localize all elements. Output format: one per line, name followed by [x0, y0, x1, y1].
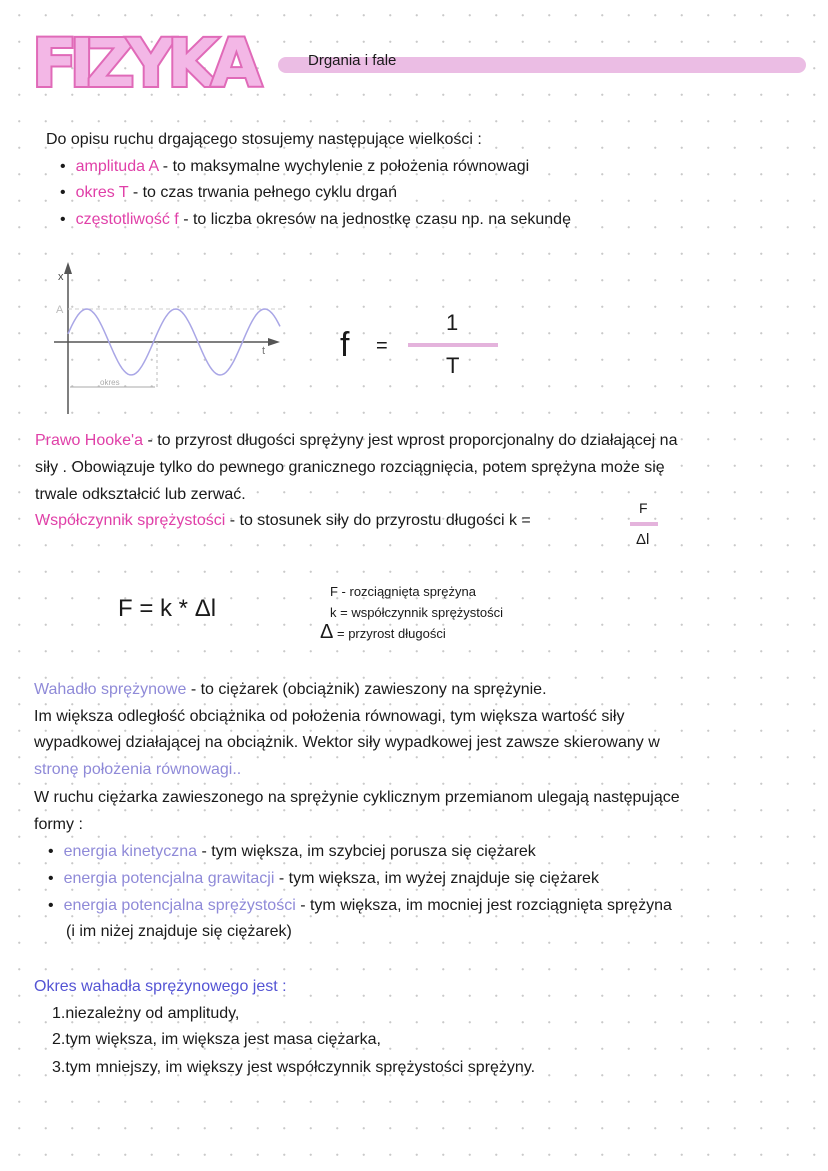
list-item — [48, 896, 672, 916]
term: częstotliwość f — [75, 211, 179, 228]
fraction-line — [630, 522, 658, 526]
legend-item: F - rozciągnięta sprężyna — [330, 584, 476, 599]
svg-text:FIZYKA: FIZYKA — [32, 25, 262, 98]
term: energia potencjalna sprężystości — [63, 897, 296, 914]
term: Wahadło sprężynowe — [34, 681, 187, 698]
term: energia potencjalna grawitacji — [63, 870, 275, 887]
list-item — [60, 157, 529, 177]
pendulum-line-2: Im większa odległość obciążnika od położenia równowagi, tym większa wartość siły — [34, 708, 625, 725]
definition: - to przyrost długości sprężyny jest wprost proporcjonalny do działającej na — [143, 432, 678, 449]
definition: - to liczba okresów na jednostkę czasu np. na sekundę — [178, 211, 571, 228]
legend-item: k = współczynnik sprężystości — [330, 605, 504, 620]
list-item — [48, 869, 599, 889]
intro-text: Do opisu ruchu drgającego stosujemy następujące wielkości : — [46, 131, 482, 148]
subtitle: Drgania i fale — [308, 52, 397, 69]
definition: - to stosunek siły do przyrostu długości k = — [225, 512, 531, 529]
legend-text: = przyrost długości — [336, 626, 446, 641]
numbered-item: 1.niezależny od amplitudy, — [52, 1005, 240, 1022]
definition: - to maksymalne wychylenie z położenia równowagi — [158, 158, 530, 175]
formula-denominator: T — [446, 353, 460, 378]
term: Prawo Hooke'a — [35, 432, 143, 449]
definition: - tym większa, im mocniej jest rozciągnięta sprężyna — [295, 897, 672, 914]
period-heading: Okres wahadła sprężynowego jest : — [34, 978, 287, 995]
x-axis-arrow-icon — [268, 338, 280, 346]
formula-eq: = — [376, 335, 388, 357]
term: okres T — [75, 184, 129, 201]
pendulum-line-1 — [34, 680, 547, 700]
list-item — [48, 842, 536, 862]
formula-numerator: 1 — [446, 310, 459, 335]
term: Współczynnik sprężystości — [35, 512, 226, 529]
x-axis-label: t — [262, 345, 266, 357]
coefficient-line — [35, 511, 531, 531]
fraction-numerator: F — [639, 500, 648, 516]
hooke-formula: F = k * Δl — [118, 595, 217, 622]
definition: - to ciężarek (obciążnik) zawieszony na sprężynie. — [186, 681, 547, 698]
period-label: okres — [100, 378, 120, 387]
term: energia kinetyczna — [63, 843, 198, 860]
list-item — [60, 210, 571, 230]
y-axis-label: x — [58, 271, 64, 283]
fraction-denominator: Δl — [636, 531, 650, 548]
pendulum-line-4: stronę położenia równowagi.. — [34, 761, 242, 778]
subtitle-bar — [278, 52, 806, 73]
hooke-line-2: siły . Obowiązuje tylko do pewnego granicznego rozciągnięcia, potem sprężyna może się — [35, 459, 665, 476]
amplitude-label: A — [56, 304, 64, 316]
numbered-item: 2.tym większa, im większa jest masa ciężarka, — [52, 1031, 381, 1048]
fraction-line — [408, 343, 498, 347]
pendulum-line-3: wypadkowej działającej na obciążnik. Wektor siły wypadkowej jest zawsze skierowany w — [34, 734, 660, 751]
list-item — [60, 183, 397, 203]
list-item-continuation: (i im niżej znajduje się ciężarek) — [66, 923, 292, 940]
delta-symbol: Δ — [320, 621, 334, 643]
numbered-item: 3.tym mniejszy, im większy jest współczynnik sprężystości sprężyny. — [52, 1059, 536, 1076]
term: amplituda A — [75, 158, 159, 175]
y-axis-arrow-icon — [64, 262, 72, 274]
oscillation-graph — [40, 258, 290, 418]
legend-item — [320, 622, 446, 644]
hooke-line-1 — [35, 431, 677, 451]
hooke-line-3: trwale odkształcić lub zerwać. — [35, 486, 246, 503]
formula-f: f — [340, 326, 350, 364]
title-logo — [28, 22, 268, 98]
pendulum-line-6: formy : — [34, 816, 83, 833]
pendulum-line-5: W ruchu ciężarka zawieszonego na sprężynie cyklicznym przemianom ulegają następujące — [34, 789, 680, 806]
definition: - tym większa, im szybciej porusza się ciężarek — [197, 843, 536, 860]
definition: - tym większa, im wyżej znajduje się ciężarek — [274, 870, 599, 887]
definition: - to czas trwania pełnego cyklu drgań — [128, 184, 397, 201]
